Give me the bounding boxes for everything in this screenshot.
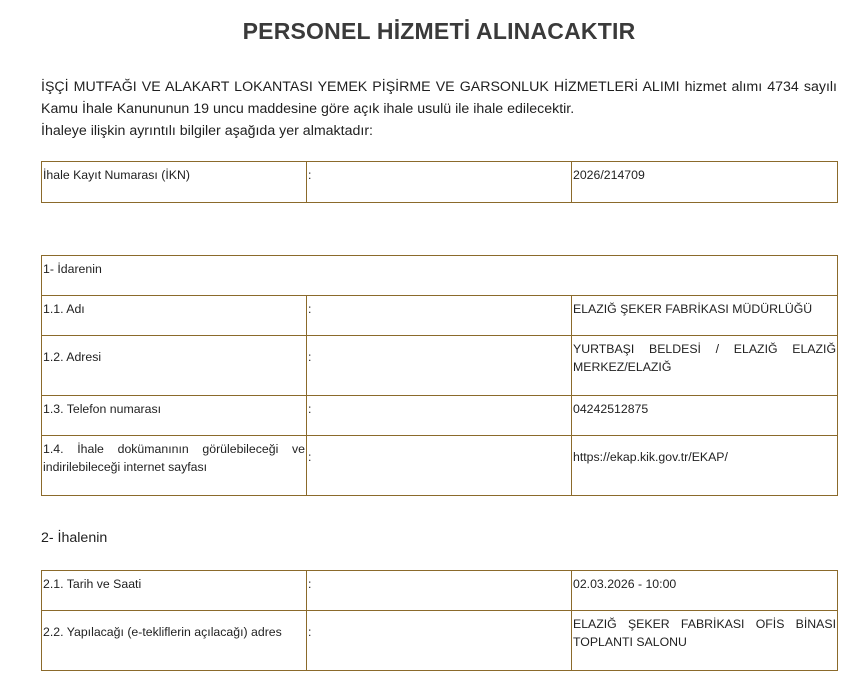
idare-website-separator: : [307,436,572,496]
ikn-value: 2026/214709 [572,162,838,203]
table-row [42,571,838,611]
idare-heading: 1- İdarenin [42,256,838,296]
ikn-label: İhale Kayıt Numarası (İKN) [42,162,307,203]
ihale-date-label: 2.1. Tarih ve Saati [42,571,307,611]
idare-name-separator: : [307,296,572,336]
idare-website-label: 1.4. İhale dokümanının görülebileceği ve indirilebileceği internet sayfası [42,436,307,496]
table-row [42,162,838,203]
idare-address-separator: : [307,336,572,396]
ihale-date-value: 02.03.2026 - 10:00 [572,571,838,611]
intro-note: İhaleye ilişkin ayrıntılı bilgiler aşağıda yer almaktadır: [41,123,373,139]
table-row [42,336,838,396]
ihale-table [41,570,838,671]
idare-address-label: 1.2. Adresi [42,336,307,396]
ihale-address-label: 2.2. Yapılacağı (e-tekliflerin açılacağı) adres [42,611,307,671]
idare-table [41,255,838,496]
table-row [42,611,838,671]
idare-address-value: YURTBAŞI BELDESİ / ELAZIĞ ELAZIĞ MERKEZ/ELAZIĞ [572,336,838,396]
ihale-address-value: ELAZIĞ ŞEKER FABRİKASI OFİS BİNASI TOPLANTI SALONU [572,611,838,671]
page-title: PERSONEL HİZMETİ ALINACAKTIR [242,18,636,44]
intro-text [41,76,837,142]
idare-name-label: 1.1. Adı [42,296,307,336]
idare-phone-value: 04242512875 [572,396,838,436]
ikn-separator: : [307,162,572,203]
ihale-date-separator: : [307,571,572,611]
table-row [42,436,838,496]
ihale-heading: 2- İhalenin [41,530,108,546]
table-row [42,296,838,336]
idare-website-link[interactable]: https://ekap.kik.gov.tr/EKAP/ [572,436,838,496]
ihale-address-separator: : [307,611,572,671]
idare-phone-label: 1.3. Telefon numarası [42,396,307,436]
idare-name-value: ELAZIĞ ŞEKER FABRİKASI MÜDÜRLÜĞÜ [572,296,838,336]
table-row [42,256,838,296]
idare-phone-separator: : [307,396,572,436]
intro-paragraph: İŞÇİ MUTFAĞI VE ALAKART LOKANTASI YEMEK PİŞİRME VE GARSONLUK HİZMETLERİ ALIMI hizmet alımı 4734 sayılı Kamu İhale Kanununun 19 uncu maddesine göre açık ihale usulü ile ihale edilecektir. [41,79,837,117]
ikn-table [41,161,838,203]
table-row [42,396,838,436]
